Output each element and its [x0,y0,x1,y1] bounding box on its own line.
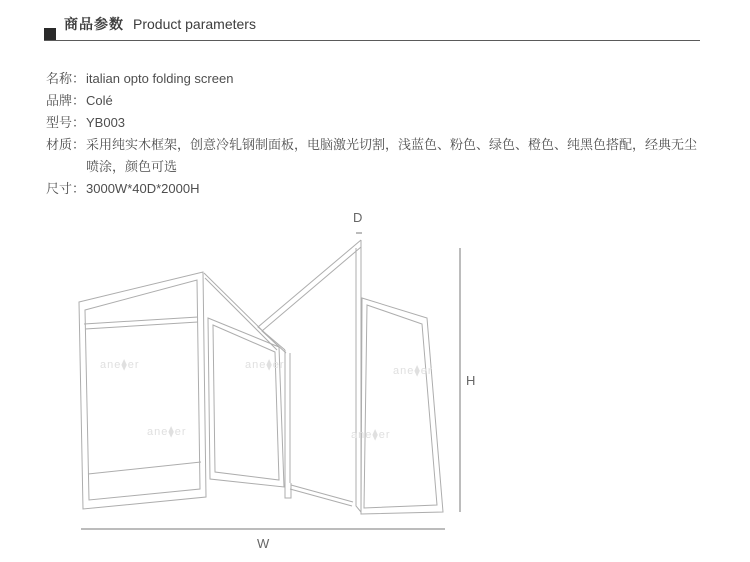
width-label: W [257,536,270,551]
panel1-outer [79,272,206,509]
watermark: ane⧫er [147,426,187,438]
height-label: H [466,373,476,388]
watermark: ane⧫er [100,359,140,371]
panel4-inner [364,305,437,508]
param-label: 型号： [46,115,86,130]
panel3-left-edge-b [262,247,361,353]
panel3-left-edge-a [258,240,361,350]
param-value: Colé [86,93,113,108]
panel3-bottom-a [291,485,353,502]
panel1-bottom-rail [88,462,201,474]
section-title-en: Product parameters [133,16,256,32]
section-title-zh: 商品参数 [64,16,124,32]
panel3-foot [285,483,291,498]
panel4-outer [361,298,443,514]
watermark: ane⧫er [351,429,391,441]
param-value: 3000W*40D*2000H [86,181,200,196]
param-value: YB003 [86,115,126,130]
param-label: 名称： [46,71,86,86]
panel3-right-edge-b [356,248,361,512]
depth-label: D [353,210,363,225]
panel3-bottom-b [290,489,352,506]
panel2-outer [208,318,284,487]
panel1-inner [85,280,200,500]
param-label: 材质： [46,137,86,152]
param-value: 采用纯实木框架，创意冷轧钢制面板，电脑激光切割，浅蓝色、粉色、绿色、橙色、纯黑色搭配，经典无尘喷涂，颜色可选 [86,137,698,174]
panel2-inner [213,325,279,480]
watermark: ane⧫er [245,359,285,371]
param-label: 品牌： [46,93,86,108]
param-label: 尺寸： [46,181,86,196]
watermark: ane⧫er [393,365,433,377]
param-value: italian opto folding screen [86,71,234,86]
panel2-top-edge-b [205,278,277,350]
